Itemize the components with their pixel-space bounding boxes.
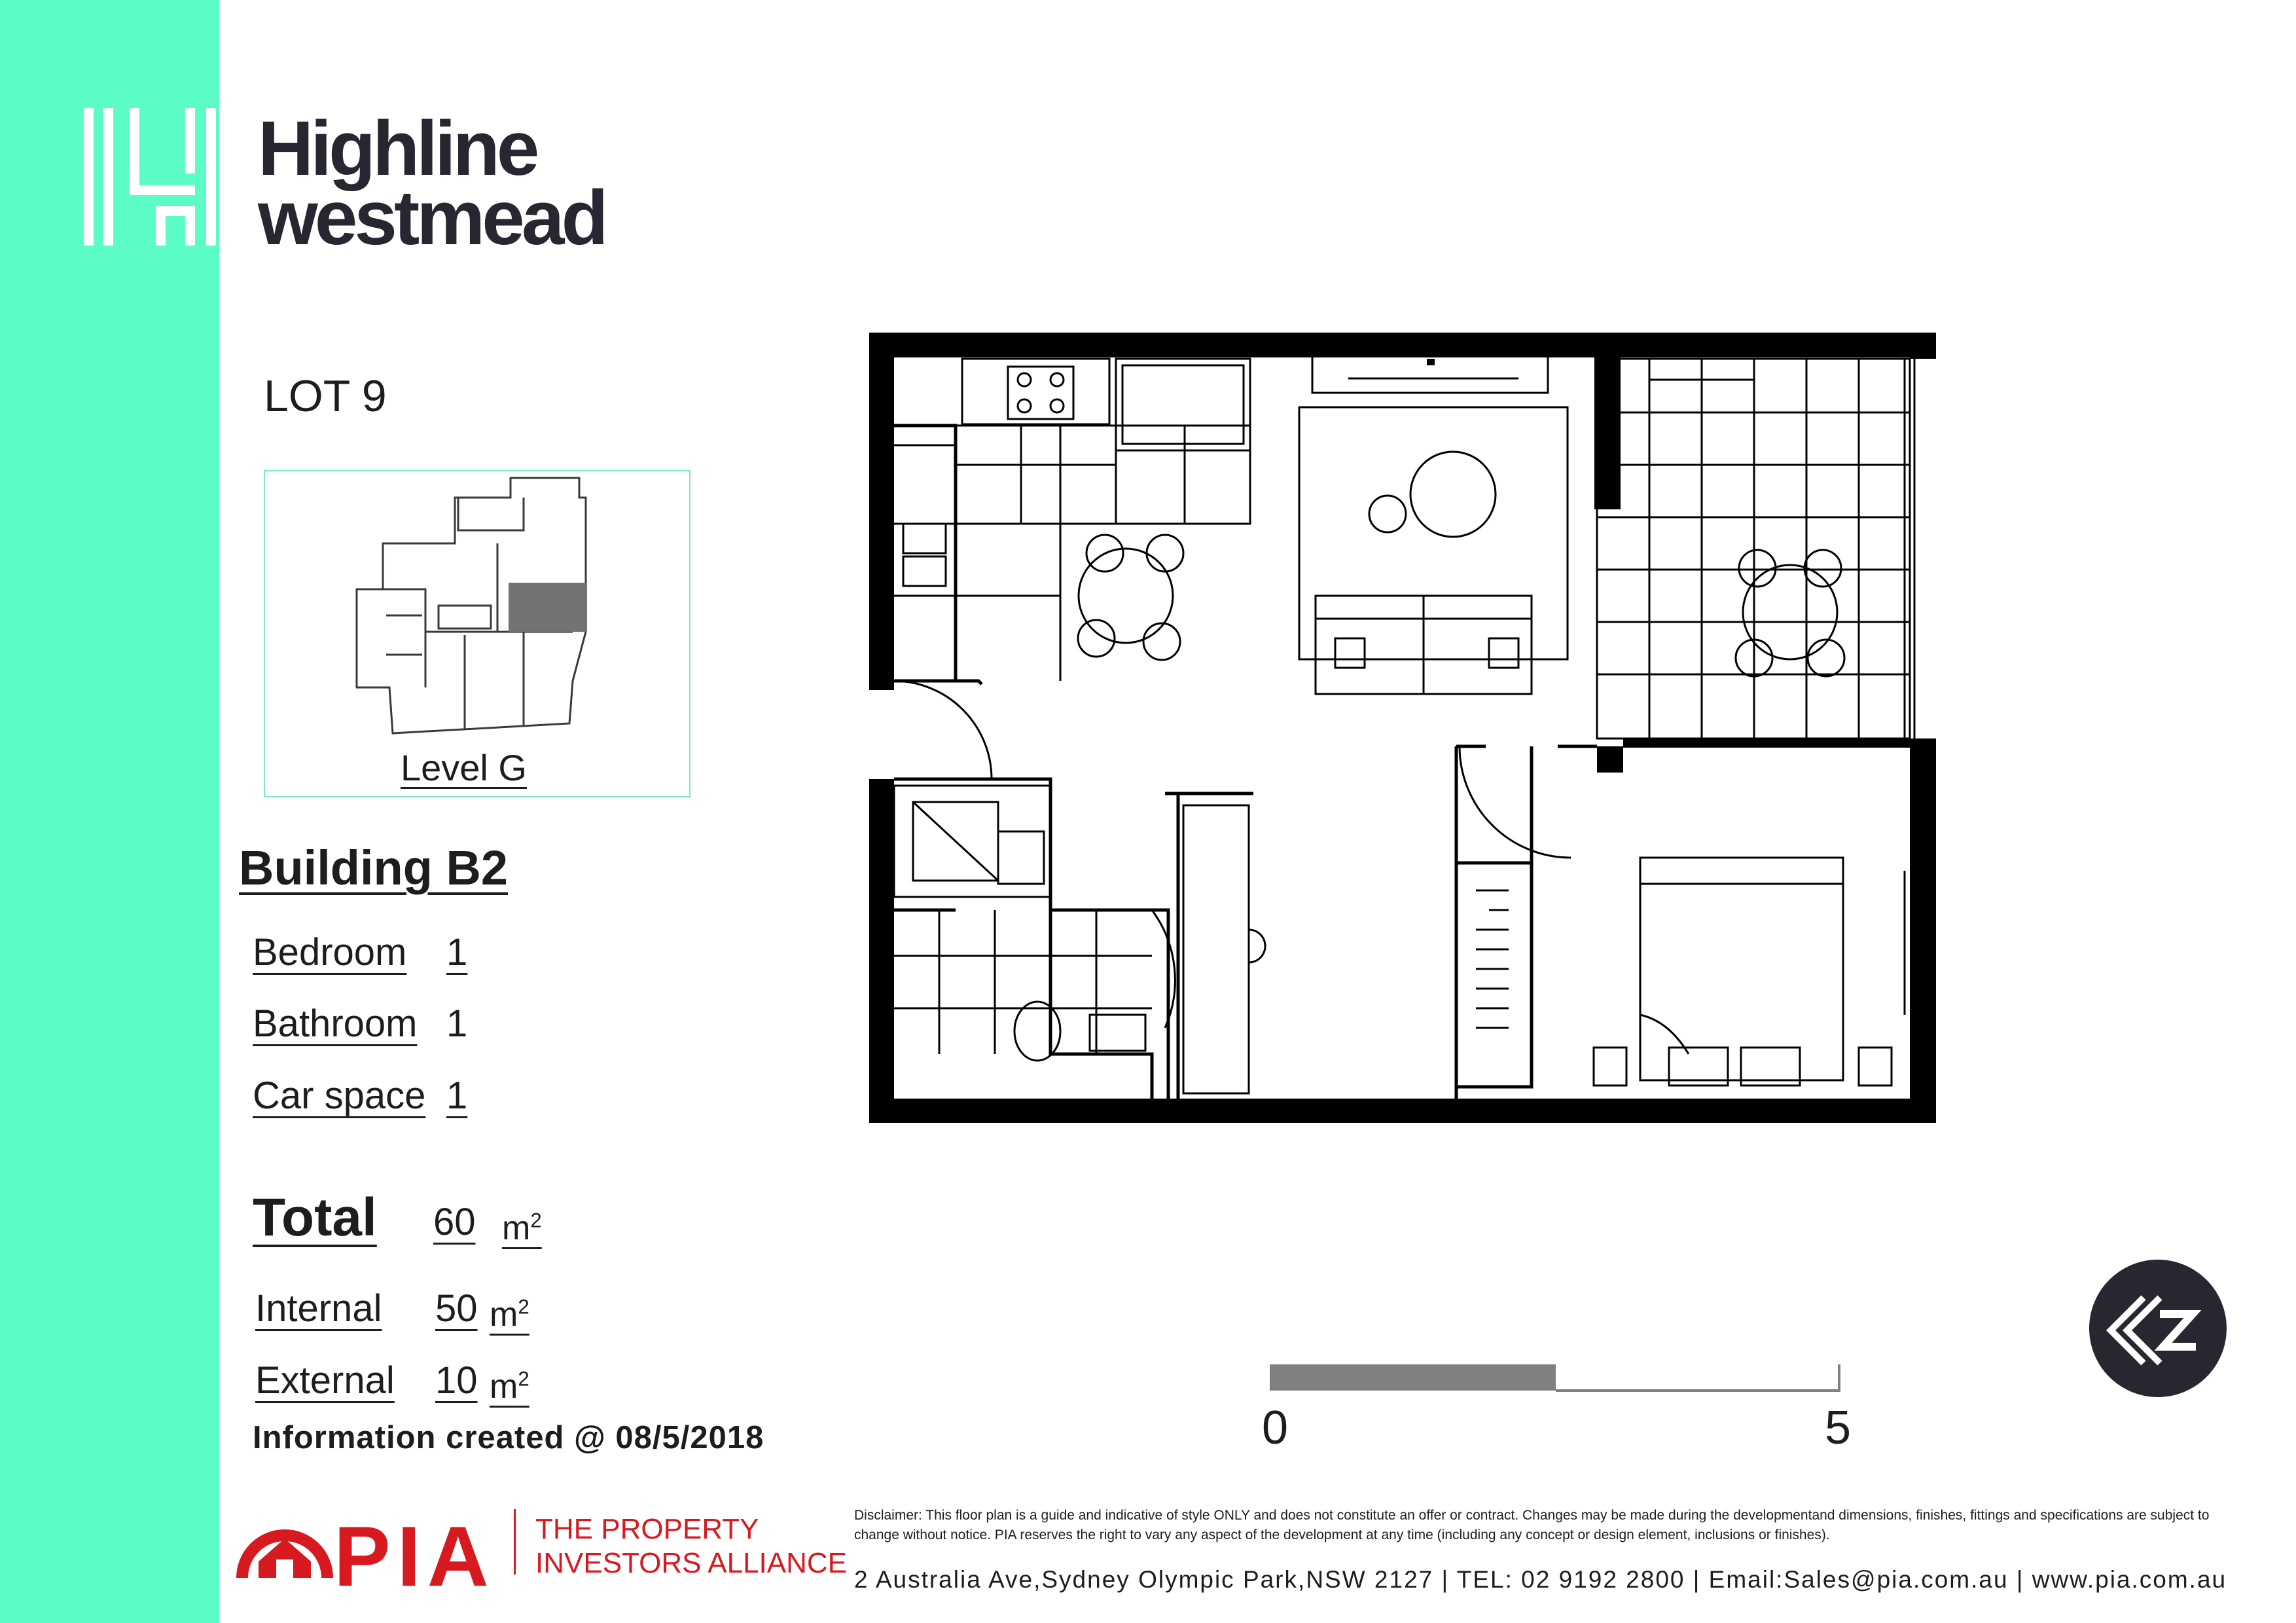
total-area-unit: $m^2$: [502, 1209, 542, 1247]
total-area-value: 60: [433, 1201, 476, 1243]
bedroom-label: Bedroom: [253, 931, 407, 974]
external-area-label: External: [255, 1359, 395, 1402]
contact-line: 2 Australia Ave,Sydney Olympic Park,NSW 2127 | TEL: 02 9192 2800 | Email:Sales@pia.com.au | www.pia.com.au: [854, 1566, 2227, 1593]
brand-name-line1: Highline: [258, 105, 537, 192]
pia-divider: [514, 1509, 516, 1575]
pia-wordmark: PIA: [334, 1508, 495, 1604]
north-arrow-icon: [2088, 1258, 2229, 1399]
external-area-value: 10: [435, 1359, 478, 1402]
disclaimer-text: Disclaimer: This floor plan is a guide and indicative of style ONLY and does not constitute an offer or contract. Changes may be made during the developmentand dimensions, finishes, fittings and specifications are subject to change without notice. PIA reserves the right to vary any aspect of the development at any time (including any concept or design element, inclusions or finishes).: [854, 1508, 2210, 1542]
bathroom-count: 1: [446, 1002, 468, 1045]
key-map-level-label: Level G: [401, 747, 527, 788]
created-date: Information created @ 08/5/2018: [253, 1420, 764, 1455]
internal-area-unit: $m^2$: [490, 1295, 529, 1334]
lot-number: LOT 9: [264, 371, 387, 421]
pia-tagline-line2: INVESTORS ALLIANCE: [535, 1547, 848, 1579]
highline-logo-icon: [79, 108, 223, 246]
car-space-label: Car space: [253, 1074, 426, 1117]
internal-area-label: Internal: [255, 1287, 382, 1330]
pia-tagline-line1: THE PROPERTY: [535, 1513, 759, 1545]
pia-house-icon: [236, 1499, 334, 1584]
scale-start-label: 0: [1262, 1402, 1289, 1454]
brand-name-line2: westmead: [258, 175, 605, 261]
total-area-label: Total: [253, 1188, 377, 1247]
floor-plan: [864, 327, 1950, 1133]
bathroom-label: Bathroom: [253, 1002, 418, 1045]
key-map-plan: [347, 471, 596, 740]
scale-bar: [1266, 1362, 1846, 1395]
building-label: Building B2: [239, 841, 509, 895]
internal-area-value: 50: [435, 1287, 478, 1330]
scale-end-label: 5: [1825, 1402, 1852, 1454]
external-area-unit: $m^2$: [490, 1367, 529, 1406]
key-map-highlight: [509, 583, 586, 632]
car-space-count: 1: [446, 1074, 468, 1117]
pia-tagline: [535, 1512, 847, 1580]
bedroom-count: 1: [446, 931, 468, 974]
